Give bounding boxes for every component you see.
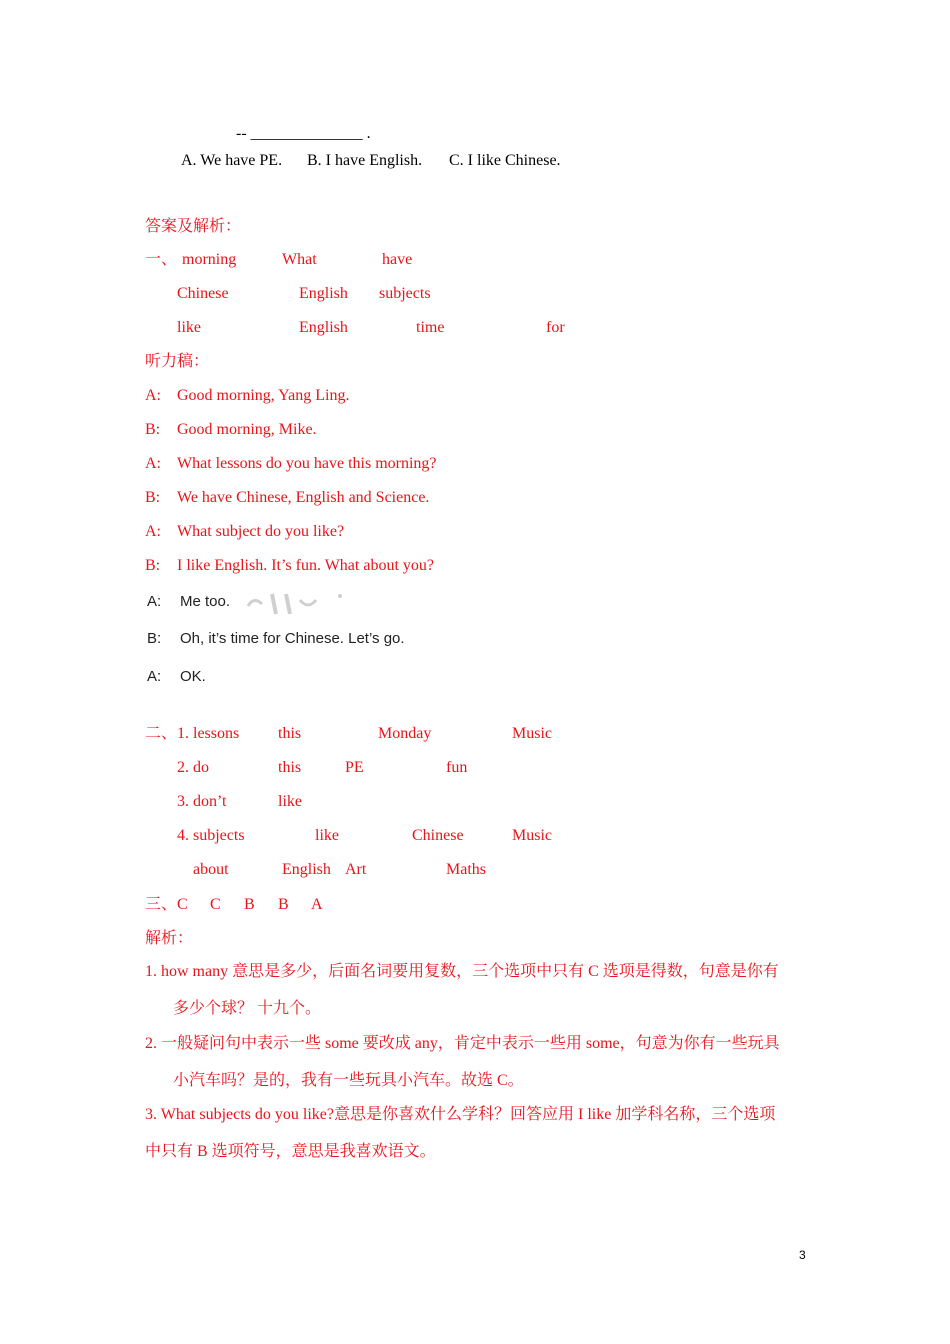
answers-heading: 答案及解析： — [145, 218, 242, 235]
part2-answer: Music — [512, 827, 552, 844]
part3-answer: B — [244, 896, 255, 913]
part1-answer: have — [382, 251, 413, 268]
part3-label: 三、 — [145, 896, 178, 913]
dialogue-speaker: A: — [145, 455, 161, 472]
part2-answer: Maths — [446, 861, 486, 878]
part1-answer: like — [177, 319, 201, 336]
part1-label: 一、 — [145, 251, 178, 268]
part1-answer: English — [299, 319, 348, 336]
part2-answer: fun — [446, 759, 468, 776]
part2-answer: PE — [345, 759, 364, 776]
dialogue-speaker: A: — [147, 593, 162, 610]
part1-answer: for — [546, 319, 565, 336]
dialogue-line: What subject do you like? — [177, 523, 345, 540]
part1-answer: English — [299, 285, 348, 302]
dialogue-line: OK. — [180, 668, 206, 685]
dialogue-line: Good morning, Mike. — [177, 421, 317, 438]
analysis-item-continued: 中只有 B 选项符号，意思是我喜欢语文。 — [145, 1143, 436, 1160]
part2-answer: 2. do — [177, 759, 209, 776]
dialogue-line: Good morning, Yang Ling. — [177, 387, 350, 404]
option-b: B. I have English. — [307, 152, 423, 169]
part3-answer: A — [311, 896, 323, 913]
part1-answer: morning — [182, 251, 237, 268]
part3-answer: C — [177, 896, 188, 913]
part2-answer: 4. subjects — [177, 827, 245, 844]
option-a: A. We have PE. — [181, 152, 283, 169]
part2-answer: like — [315, 827, 339, 844]
dialogue-speaker: A: — [145, 523, 161, 540]
part2-answer: 二、1. lessons — [145, 725, 240, 742]
part1-answer: What — [282, 251, 317, 268]
analysis-item: 3. What subjects do you like?意思是你喜欢什么学科？回答应用 I like 加学科名称，三个选项 — [145, 1106, 776, 1123]
part3-answer: B — [278, 896, 289, 913]
dialogue-line: Oh, it’s time for Chinese. Let’s go. — [180, 630, 405, 647]
part1-answer: time — [416, 319, 445, 336]
dialogue-line: Me too. — [180, 593, 231, 610]
part2-answer: this — [278, 725, 302, 742]
dialogue-speaker: B: — [145, 489, 161, 506]
part1-answer: subjects — [379, 285, 431, 302]
analysis-item: 2. 一般疑问句中表示一些 some 要改成 any，肯定中表示一些用 some，句意为你有一些玩具 — [145, 1035, 780, 1052]
analysis-heading: 解析： — [145, 930, 194, 947]
part2-answer: about — [193, 861, 229, 878]
dialogue-line: We have Chinese, English and Science. — [177, 489, 430, 506]
analysis-item-continued: 小汽车吗？是的，我有一些玩具小汽车。故选 C。 — [173, 1072, 524, 1089]
dialogue-speaker: B: — [147, 630, 162, 647]
part2-answer: this — [278, 759, 302, 776]
part2-answer: Art — [345, 861, 367, 878]
dialogue-speaker: B: — [145, 557, 161, 574]
part2-answer: Chinese — [412, 827, 464, 844]
answer-blank-line: -- ______________ . — [236, 125, 371, 142]
dialogue-speaker: A: — [147, 668, 162, 685]
part2-answer: Monday — [378, 725, 432, 742]
dialogue-line: What lessons do you have this morning? — [177, 455, 437, 472]
part2-answer: like — [278, 793, 302, 810]
dialogue-line: I like English. It’s fun. What about you? — [177, 557, 434, 574]
part2-answer: Music — [512, 725, 552, 742]
part1-answer: Chinese — [177, 285, 229, 302]
part2-answer: 3. don’t — [177, 793, 227, 810]
watermark-graphic — [242, 588, 352, 616]
script-heading: 听力稿： — [145, 353, 210, 370]
dialogue-speaker: B: — [145, 421, 161, 438]
analysis-item: 1. how many 意思是多少，后面名词要用复数，三个选项中只有 C 选项是得数，句意是你有 — [145, 963, 779, 980]
page-number: 3 — [799, 1248, 806, 1262]
analysis-item-continued: 多少个球？ 十九个。 — [173, 1000, 322, 1017]
part3-answer: C — [210, 896, 221, 913]
part2-answer: English — [282, 861, 331, 878]
option-c: C. I like Chinese. — [449, 152, 561, 169]
dialogue-speaker: A: — [145, 387, 161, 404]
